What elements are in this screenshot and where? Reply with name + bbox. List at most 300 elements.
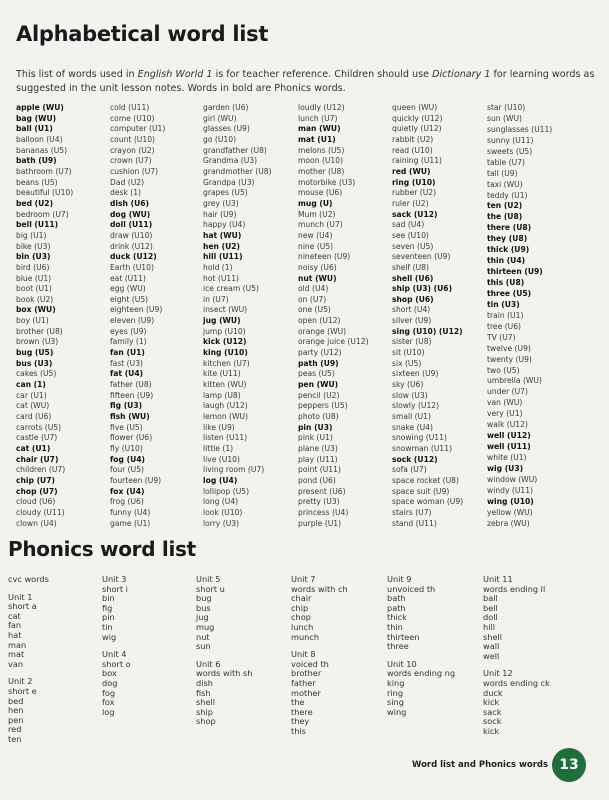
word-entry: doll (U11) xyxy=(110,220,153,230)
phonics-word: this xyxy=(291,725,306,736)
phonics-sound-label: unvoiced th xyxy=(387,583,436,594)
word-entry: silver (U9) xyxy=(392,316,432,326)
word-entry: jug (WU) xyxy=(203,316,241,326)
phonics-word: munch xyxy=(291,631,320,642)
word-entry: king (U10) xyxy=(203,348,248,358)
phonics-unit-label: Unit 6 xyxy=(196,658,221,669)
word-entry: umbrella (WU) xyxy=(487,376,542,386)
phonics-word: shell xyxy=(196,697,216,708)
phonics-group xyxy=(102,575,131,642)
word-entry: happy (U4) xyxy=(203,220,246,230)
word-entry: draw (U10) xyxy=(110,230,153,240)
word-entry: train (U1) xyxy=(487,310,524,320)
phonics-word: bus xyxy=(196,602,211,613)
word-entry: hat (WU) xyxy=(203,230,242,240)
word-entry: ten (U2) xyxy=(487,201,523,211)
word-entry: read (U10) xyxy=(392,145,433,155)
word-entry: desk (1) xyxy=(110,188,142,198)
phonics-word: dish xyxy=(196,677,213,688)
word-entry: new (U4) xyxy=(298,230,333,240)
word-entry: stairs (U7) xyxy=(392,507,432,517)
phonics-word: bell xyxy=(483,602,498,613)
phonics-column-1 xyxy=(8,575,49,753)
phonics-group xyxy=(8,677,49,744)
word-entry: star (U10) xyxy=(487,103,526,112)
word-entry: zebra (WU) xyxy=(487,518,530,528)
phonics-word: red xyxy=(8,724,22,735)
phonics-word: pin xyxy=(102,612,115,623)
word-entry: sit (U10) xyxy=(392,348,425,358)
word-entry: tall (U9) xyxy=(487,168,518,178)
word-entry: bell (U11) xyxy=(16,220,59,230)
phonics-sound-label: voiced th xyxy=(291,658,329,669)
word-entry: clown (U4) xyxy=(16,518,57,528)
word-entry: grapes (U5) xyxy=(203,188,248,198)
phonics-word: sing xyxy=(387,697,404,708)
phonics-word: kick xyxy=(483,697,500,708)
word-entry: under (U7) xyxy=(487,387,528,397)
word-entry: egg (WU) xyxy=(110,284,146,294)
word-entry: see (U10) xyxy=(392,230,429,240)
word-entry: bag (WU) xyxy=(16,113,57,123)
phonics-unit-label: Unit 4 xyxy=(102,649,127,660)
word-entry: like (U9) xyxy=(203,422,235,432)
word-entry: one (U5) xyxy=(298,305,331,315)
word-entry: pencil (U2) xyxy=(298,390,340,400)
word-entry: sack (U12) xyxy=(392,209,438,219)
phonics-word: dog xyxy=(102,677,118,688)
word-entry: pretty (U3) xyxy=(298,497,340,507)
word-entry: insect (WU) xyxy=(203,305,248,315)
phonics-sound-label: words ending ng xyxy=(387,668,456,679)
word-entry: fourteen (U9) xyxy=(110,475,162,485)
word-entry: little (1) xyxy=(203,444,234,453)
phonics-unit-label: Unit 2 xyxy=(8,676,33,687)
word-column-3 xyxy=(203,103,272,528)
word-entry: space woman (U9) xyxy=(392,497,464,507)
intro-text-2: is for teacher reference. Children should use xyxy=(212,69,433,80)
word-entry: hen (U2) xyxy=(203,241,240,251)
word-entry: children (U7) xyxy=(16,465,66,475)
word-entry: nineteen (U9) xyxy=(298,252,351,262)
word-entry: nine (U5) xyxy=(298,241,334,251)
phonics-title: Phonics word list xyxy=(8,537,196,561)
word-entry: go (U10) xyxy=(203,134,237,144)
word-entry: fast (U3) xyxy=(110,358,143,368)
phonics-column-6 xyxy=(483,575,550,745)
word-entry: well (U11) xyxy=(487,442,531,452)
word-entry: log (U4) xyxy=(203,475,238,485)
word-entry: shell (U6) xyxy=(392,273,434,283)
phonics-sound-label: words ending ck xyxy=(483,677,550,688)
intro-dictionary-title: Dictionary 1 xyxy=(432,69,491,80)
phonics-word: wall xyxy=(483,641,500,652)
phonics-word: man xyxy=(8,639,27,650)
phonics-word: thin xyxy=(387,621,403,632)
word-entry: count (U10) xyxy=(110,134,155,144)
word-entry: shelf (U8) xyxy=(392,262,429,272)
word-entry: kitten (WU) xyxy=(203,380,247,390)
word-entry: walk (U12) xyxy=(487,420,528,430)
phonics-word: king xyxy=(387,677,405,688)
word-entry: play (U11) xyxy=(298,454,338,464)
word-entry: eleven (U9) xyxy=(110,316,155,326)
word-entry: window (WU) xyxy=(487,474,538,484)
word-entry: brother (U8) xyxy=(16,326,63,336)
word-entry: lemon (WU) xyxy=(203,412,249,422)
phonics-group xyxy=(8,593,49,670)
phonics-unit-label: Unit 10 xyxy=(387,658,417,669)
word-entry: bug (U5) xyxy=(16,348,54,358)
phonics-group xyxy=(196,660,252,727)
word-entry: mat (U1) xyxy=(298,134,336,144)
word-column-5 xyxy=(392,103,463,528)
phonics-word: well xyxy=(483,650,500,661)
word-entry: quickly (U12) xyxy=(392,113,443,123)
phonics-group xyxy=(102,650,131,717)
phonics-word: fox xyxy=(102,697,115,708)
word-entry: hair (U9) xyxy=(203,209,237,219)
word-entry: very (U1) xyxy=(487,409,523,419)
word-entry: blue (U1) xyxy=(16,273,52,283)
word-entry: sad (U4) xyxy=(392,220,425,230)
word-entry: white (U1) xyxy=(487,453,527,462)
phonics-word: shell xyxy=(483,631,503,642)
word-column-6 xyxy=(487,103,552,528)
word-entry: slowly (U12) xyxy=(392,401,440,411)
word-entry: tin (U3) xyxy=(487,299,520,309)
word-entry: frog (U6) xyxy=(110,497,144,507)
phonics-word: father xyxy=(291,677,316,688)
phonics-word: box xyxy=(102,668,117,679)
word-entry: raining (U11) xyxy=(392,156,443,166)
phonics-unit-label: Unit 7 xyxy=(291,574,316,584)
phonics-sound-label: short i xyxy=(102,583,128,594)
word-entry: sweets (U5) xyxy=(487,146,533,156)
phonics-word: fog xyxy=(102,687,116,698)
footer-label: Word list and Phonics words xyxy=(412,760,549,770)
word-entry: lollipop (U5) xyxy=(203,486,250,496)
phonics-group xyxy=(196,575,252,652)
word-entry: laugh (U12) xyxy=(203,401,248,411)
phonics-group xyxy=(483,575,550,661)
word-entry: mother (U8) xyxy=(298,166,345,176)
phonics-column-3 xyxy=(196,575,252,735)
page-number-badge: 13 xyxy=(552,748,586,782)
word-entry: bananas (U5) xyxy=(16,145,68,155)
word-entry: thin (U4) xyxy=(487,256,526,266)
word-entry: girl (WU) xyxy=(203,113,237,123)
phonics-word: jug xyxy=(196,612,209,623)
phonics-sound-label: words with ch xyxy=(291,583,348,594)
word-entry: brown (U3) xyxy=(16,337,59,347)
word-entry: sky (U6) xyxy=(392,380,424,390)
word-entry: peas (U5) xyxy=(298,369,335,379)
word-entry: present (U6) xyxy=(298,486,346,496)
word-entry: space rocket (U8) xyxy=(392,475,459,485)
phonics-word: ten xyxy=(8,733,22,744)
word-entry: apple (WU) xyxy=(16,103,64,112)
word-entry: two (U5) xyxy=(487,365,520,375)
word-entry: cold (U11) xyxy=(110,103,150,112)
word-entry: six (U5) xyxy=(392,358,422,368)
phonics-word: mug xyxy=(196,621,215,632)
phonics-sound-label: words ending ll xyxy=(483,583,546,594)
word-entry: bike (U3) xyxy=(16,241,51,251)
phonics-word: path xyxy=(387,602,406,613)
word-entry: drink (U12) xyxy=(110,241,153,251)
word-entry: rabbit (U2) xyxy=(392,134,434,144)
word-entry: stand (U11) xyxy=(392,518,437,528)
word-entry: sunglasses (U11) xyxy=(487,124,553,134)
word-entry: pond (U6) xyxy=(298,475,336,485)
word-entry: Earth (U10) xyxy=(110,262,154,272)
word-entry: thirteen (U9) xyxy=(487,267,543,277)
phonics-word: mother xyxy=(291,687,321,698)
word-entry: noisy (U6) xyxy=(298,262,337,272)
word-entry: Dad (U2) xyxy=(110,177,145,187)
word-entry: eight (U5) xyxy=(110,294,149,304)
word-entry: seventeen (U9) xyxy=(392,252,451,262)
intro-paragraph xyxy=(16,68,596,96)
phonics-sound-label: short e xyxy=(8,685,37,696)
word-entry: pin (U3) xyxy=(298,422,333,432)
phonics-word: lunch xyxy=(291,621,314,632)
phonics-unit-label: Unit 1 xyxy=(8,591,33,602)
word-entry: three (U5) xyxy=(487,288,532,298)
word-entry: orange (WU) xyxy=(298,326,347,336)
phonics-word: fan xyxy=(8,620,22,631)
phonics-word: thick xyxy=(387,612,407,623)
word-entry: short (U4) xyxy=(392,305,431,315)
word-entry: Grandma (U3) xyxy=(203,156,258,166)
word-entry: moon (U10) xyxy=(298,156,344,166)
word-entry: bus (U3) xyxy=(16,358,53,368)
word-entry: Grandpa (U3) xyxy=(203,177,255,187)
word-entry: quietly (U12) xyxy=(392,124,442,134)
word-entry: teddy (U1) xyxy=(487,190,528,200)
word-entry: this (U8) xyxy=(487,278,525,287)
word-entry: on (U7) xyxy=(298,294,327,304)
word-entry: hot (U11) xyxy=(203,273,239,283)
phonics-sound-label: short u xyxy=(196,583,225,594)
word-entry: dish (U6) xyxy=(110,198,149,208)
phonics-word: bin xyxy=(102,593,115,604)
word-entry: they (U8) xyxy=(487,234,528,244)
word-entry: twelve (U9) xyxy=(487,343,531,353)
word-entry: balloon (U4) xyxy=(16,134,63,144)
phonics-word: chair xyxy=(291,593,312,604)
word-entry: fig (U3) xyxy=(110,401,143,411)
phonics-word: they xyxy=(291,716,310,727)
word-entry: melons (U5) xyxy=(298,145,345,155)
word-entry: game (U1) xyxy=(110,518,151,528)
word-entry: princess (U4) xyxy=(298,507,349,517)
word-entry: peppers (U5) xyxy=(298,401,348,411)
phonics-word: chip xyxy=(291,602,309,613)
word-entry: ball (U1) xyxy=(16,124,53,134)
word-entry: family (1) xyxy=(110,337,147,347)
phonics-word: the xyxy=(291,697,305,708)
word-entry: lorry (U3) xyxy=(203,518,240,528)
word-entry: in (U7) xyxy=(203,294,229,304)
word-entry: bird (U6) xyxy=(16,262,50,272)
word-column-4 xyxy=(298,103,369,528)
phonics-word: log xyxy=(102,706,115,717)
word-entry: beans (U5) xyxy=(16,177,58,187)
phonics-column-4 xyxy=(291,575,348,745)
phonics-word: pen xyxy=(8,714,24,725)
word-entry: come (U10) xyxy=(110,113,155,123)
phonics-word: ship xyxy=(196,706,213,717)
phonics-word: duck xyxy=(483,687,503,698)
word-entry: chop (U7) xyxy=(16,486,58,496)
word-entry: fly (U10) xyxy=(110,444,143,453)
phonics-word: bug xyxy=(196,593,212,604)
phonics-word: nut xyxy=(196,631,210,642)
phonics-word: kick xyxy=(483,725,500,736)
word-entry: yellow (WU) xyxy=(487,507,533,517)
word-entry: fog (U4) xyxy=(110,454,145,464)
phonics-sound-label: short a xyxy=(8,601,37,612)
word-entry: party (U12) xyxy=(298,348,342,358)
word-entry: cloud (U6) xyxy=(16,497,56,507)
word-entry: garden (U6) xyxy=(203,103,249,112)
word-entry: can (1) xyxy=(16,380,46,390)
word-entry: van (WU) xyxy=(487,398,523,408)
phonics-word: thirteen xyxy=(387,631,420,642)
word-entry: red (WU) xyxy=(392,166,431,176)
word-entry: cushion (U7) xyxy=(110,166,159,176)
word-entry: cat (U1) xyxy=(16,444,51,453)
word-entry: kite (U11) xyxy=(203,369,241,379)
word-entry: castle (U7) xyxy=(16,433,58,443)
word-entry: four (U5) xyxy=(110,465,144,475)
phonics-sound-label: short o xyxy=(102,658,131,669)
word-entry: eighteen (U9) xyxy=(110,305,163,315)
word-entry: car (U1) xyxy=(16,390,47,400)
word-entry: mouse (U6) xyxy=(298,188,343,198)
intro-book-title: English World 1 xyxy=(137,69,213,80)
word-entry: sixteen (U9) xyxy=(392,369,439,379)
phonics-group xyxy=(387,575,455,652)
word-entry: windy (U11) xyxy=(487,485,534,495)
word-entry: tree (U6) xyxy=(487,321,522,331)
phonics-word: doll xyxy=(483,612,498,623)
word-column-2 xyxy=(110,103,165,528)
phonics-unit-label: Unit 5 xyxy=(196,574,221,584)
word-entry: snowman (U11) xyxy=(392,444,453,453)
word-entry: fox (U4) xyxy=(110,486,145,496)
phonics-word: wing xyxy=(387,706,407,717)
word-entry: fish (WU) xyxy=(110,412,150,422)
word-entry: pen (WU) xyxy=(298,380,339,390)
phonics-word: cat xyxy=(8,610,21,621)
intro-text-1: This list of words used in xyxy=(16,69,138,80)
word-entry: loudly (U12) xyxy=(298,103,345,112)
word-entry: bedroom (U7) xyxy=(16,209,69,219)
phonics-word: fig xyxy=(102,602,113,613)
word-entry: dog (WU) xyxy=(110,209,151,219)
word-entry: glasses (U9) xyxy=(203,124,250,134)
phonics-group xyxy=(387,660,455,718)
word-entry: boot (U1) xyxy=(16,284,52,294)
word-entry: queen (WU) xyxy=(392,103,438,112)
word-entry: purple (U1) xyxy=(298,518,342,528)
word-entry: kitchen (U7) xyxy=(203,358,250,368)
word-entry: sofa (U7) xyxy=(392,465,427,475)
word-entry: point (U11) xyxy=(298,465,341,475)
word-entry: listen (U11) xyxy=(203,433,248,443)
phonics-column-2 xyxy=(102,575,131,725)
word-entry: taxi (WU) xyxy=(487,179,523,189)
word-entry: snake (U4) xyxy=(392,422,433,432)
phonics-group xyxy=(291,650,348,736)
word-entry: table (U7) xyxy=(487,157,525,167)
word-column-1 xyxy=(16,103,73,528)
word-entry: pink (U1) xyxy=(298,433,333,443)
word-entry: duck (U12) xyxy=(110,252,157,262)
word-entry: ship (U3) (U6) xyxy=(392,284,453,294)
phonics-word: bath xyxy=(387,593,406,604)
word-entry: hill (U11) xyxy=(203,252,243,262)
word-entry: plane (U3) xyxy=(298,444,338,453)
phonics-word: sock xyxy=(483,716,502,727)
phonics-word: ring xyxy=(387,687,404,698)
word-entry: munch (U7) xyxy=(298,220,343,230)
word-entry: carrots (U5) xyxy=(16,422,62,432)
word-entry: ice cream (U5) xyxy=(203,284,259,294)
phonics-word: hen xyxy=(8,705,24,716)
phonics-word: wig xyxy=(102,631,117,642)
phonics-word: three xyxy=(387,641,409,652)
word-entry: mug (U) xyxy=(298,198,333,208)
word-entry: fat (U4) xyxy=(110,369,144,379)
word-entry: box (WU) xyxy=(16,305,56,315)
word-entry: rubber (U2) xyxy=(392,188,437,198)
word-entry: beautiful (U10) xyxy=(16,188,74,198)
word-entry: space suit (U9) xyxy=(392,486,450,496)
word-entry: ruler (U2) xyxy=(392,198,429,208)
word-entry: small (U1) xyxy=(392,412,431,422)
word-entry: living room (U7) xyxy=(203,465,265,475)
word-entry: computer (U1) xyxy=(110,124,166,134)
word-entry: book (U2) xyxy=(16,294,54,304)
word-entry: cat (WU) xyxy=(16,401,50,411)
word-entry: grandmother (U8) xyxy=(203,166,272,176)
word-entry: hold (1) xyxy=(203,262,233,272)
word-entry: eyes (U9) xyxy=(110,326,147,336)
phonics-word: shop xyxy=(196,716,216,727)
phonics-unit-label: Unit 3 xyxy=(102,574,127,584)
word-entry: photo (U8) xyxy=(298,412,339,422)
word-entry: grey (U3) xyxy=(203,198,239,208)
word-entry: father (U8) xyxy=(110,380,152,390)
word-entry: funny (U4) xyxy=(110,507,151,517)
word-entry: TV (U7) xyxy=(487,332,516,342)
word-entry: chip (U7) xyxy=(16,475,55,485)
word-entry: five (U5) xyxy=(110,422,143,432)
word-entry: crayon (U2) xyxy=(110,145,155,155)
page-title: Alphabetical word list xyxy=(16,22,269,46)
phonics-word: bed xyxy=(8,695,24,706)
word-entry: bathroom (U7) xyxy=(16,166,72,176)
word-entry: bed (U2) xyxy=(16,198,54,208)
phonics-unit-label: Unit 12 xyxy=(483,668,513,679)
phonics-word: sack xyxy=(483,706,502,717)
word-entry: old (U4) xyxy=(298,284,329,294)
intro-text-3: for learning words as suggested in the unit lesson notes. Words in bold are Phonics words. xyxy=(16,69,595,94)
